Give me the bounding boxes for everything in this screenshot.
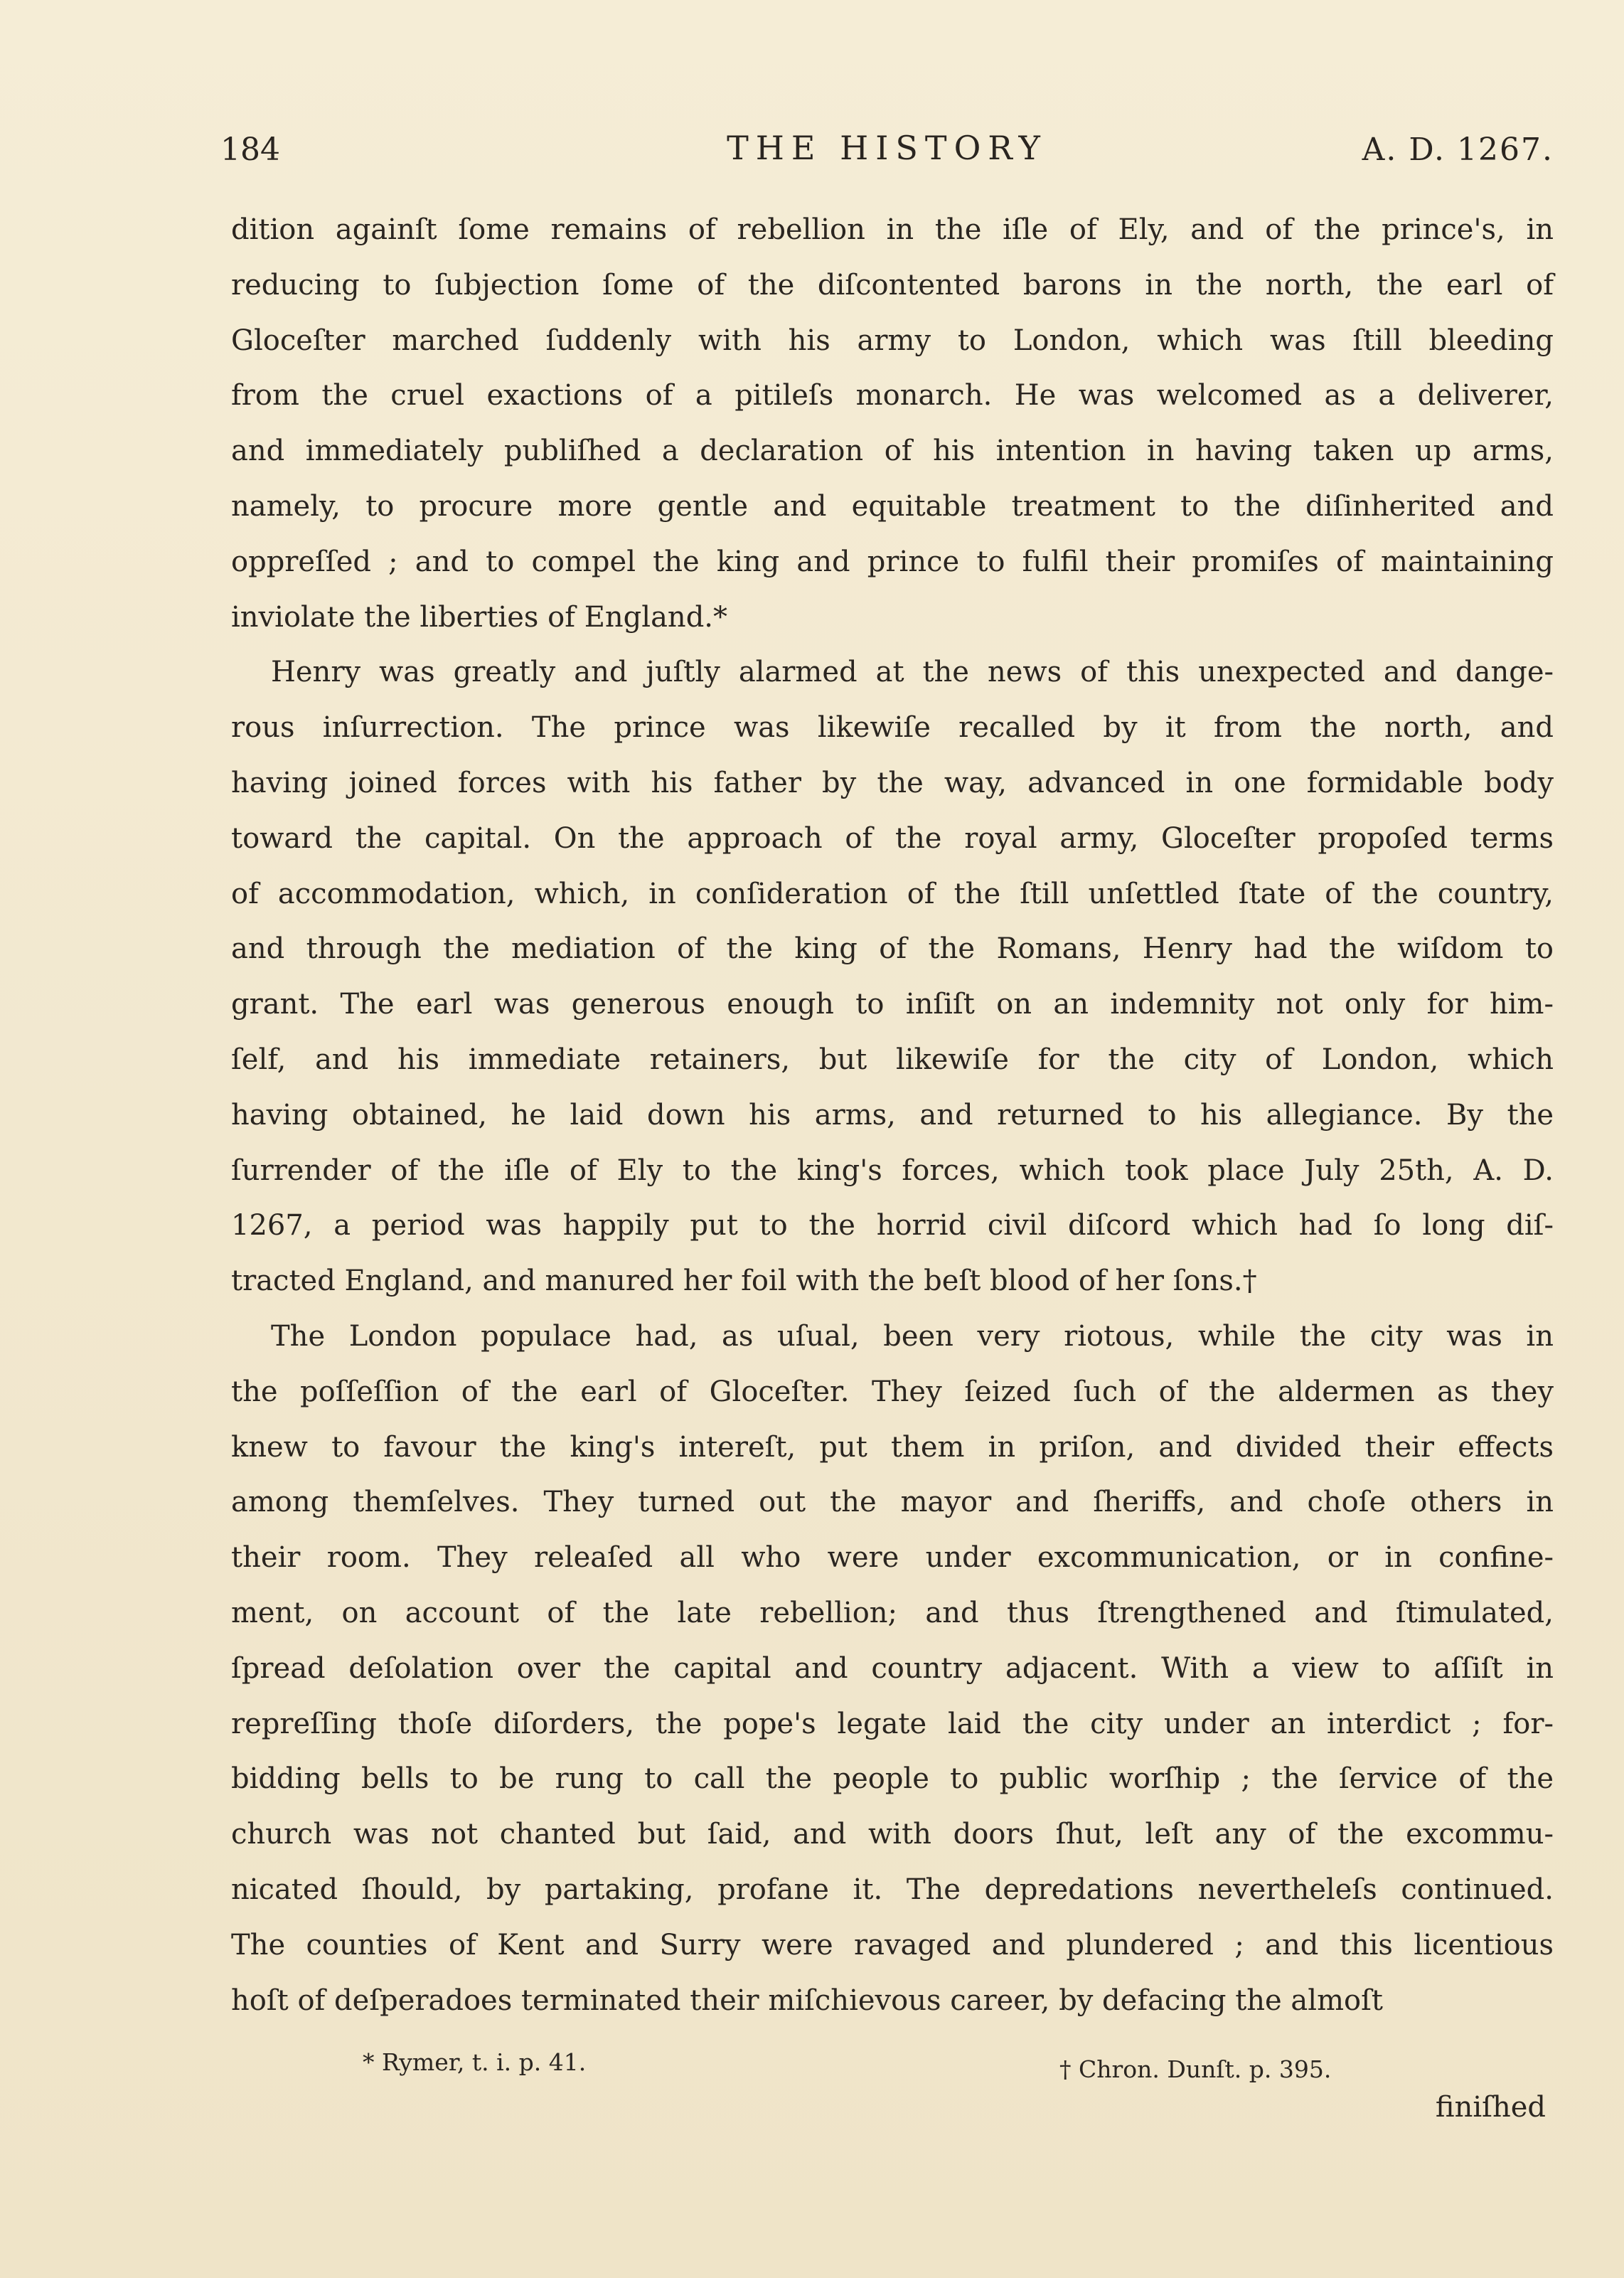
text-line: their room. They releaſed all who were under excommunication, or in confine- [231, 1541, 1554, 1575]
text-line: of accommodation, which, in conſideration of the ſtill unſettled ſtate of the country, [231, 877, 1554, 910]
text-line: inviolate the liberties of England.* [231, 600, 728, 634]
page-number: 184 [220, 132, 280, 168]
text-line: the poſſeſſion of the earl of Gloceſter. They ſeized ſuch of the aldermen as they [231, 1375, 1554, 1408]
text-line: tracted England, and manured her foil with the beſt blood of her ſons.† [231, 1265, 1257, 1298]
footnote-rymer: * Rymer, t. i. p. 41. [363, 2048, 587, 2076]
text-line: church was not chanted but ſaid, and with doors ſhut, leſt any of the excommu- [231, 1818, 1554, 1851]
body-text [231, 203, 1554, 2028]
year-label: A. D. 1267. [1362, 132, 1554, 168]
text-line: oppreſſed ; and to compel the king and prince to fulfil their promiſes of maintaining [231, 545, 1554, 578]
footnote-chron: † Chron. Dunſt. p. 395. [1059, 2055, 1332, 2083]
text-line: from the cruel exactions of a pitileſs monarch. He was welcomed as a deliverer, [231, 379, 1554, 413]
text-line: repreſſing thoſe diſorders, the pope's legate laid the city under an interdict ; for- [231, 1707, 1554, 1740]
text-line: nicated ſhould, by partaking, profane it. The depredations nevertheleſs continued. [231, 1873, 1554, 1906]
text-line: ſurrender of the iſle of Ely to the king's forces, which took place July 25th, A. D. [231, 1154, 1554, 1187]
text-line: Henry was greatly and juſtly alarmed at the news of this unexpected and dange- [271, 656, 1554, 689]
text-line: grant. The earl was generous enough to inſiſt on an indemnity not only for him- [231, 988, 1554, 1021]
page-header [220, 124, 1554, 174]
text-line: 1267, a period was happily put to the horrid civil diſcord which had ſo long diſ- [231, 1209, 1554, 1242]
text-line: Gloceſter marched ſuddenly with his army to London, which was ſtill bleeding [231, 324, 1554, 357]
text-line: The counties of Kent and Surry were ravaged and plundered ; and this licentious [231, 1928, 1554, 1962]
text-line: toward the capital. On the approach of the royal army, Gloceſter propoſed terms [231, 821, 1554, 855]
text-line: The London populace had, as uſual, been very riotous, while the city was in [271, 1319, 1554, 1353]
text-line: having joined forces with his father by the way, advanced in one formidable body [231, 766, 1554, 799]
text-line: namely, to procure more gentle and equitable treatment to the diſinherited and [231, 489, 1554, 523]
text-line: ſelf, and his immediate retainers, but likewiſe for the city of London, which [231, 1043, 1554, 1076]
text-line: knew to favour the king's intereſt, put them in priſon, and divided their effects [231, 1430, 1554, 1464]
text-line: hoſt of deſperadoes terminated their miſchievous career, by defacing the almoſt [231, 1984, 1383, 2017]
text-line: reducing to ſubjection ſome of the diſcontented barons in the north, the earl of [231, 268, 1554, 302]
catchword: finiſhed [1435, 2091, 1546, 2124]
text-line: rous inſurrection. The prince was likewiſe recalled by it from the north, and [231, 711, 1554, 745]
text-line: ſpread deſolation over the capital and country adjacent. With a view to aſſiſt in [231, 1651, 1554, 1685]
footnotes [363, 2048, 1554, 2091]
text-line: among themſelves. They turned out the mayor and ſheriffs, and choſe others in [231, 1486, 1554, 1519]
text-line: having obtained, he laid down his arms, and returned to his allegiance. By the [231, 1098, 1554, 1132]
text-line: bidding bells to be rung to call the people to public worſhip ; the ſervice of the [231, 1762, 1554, 1796]
text-line: ment, on account of the late rebellion; and thus ſtrengthened and ſtimulated, [231, 1596, 1554, 1629]
running-title: THE HISTORY [727, 129, 1047, 167]
text-line: and immediately publiſhed a declaration of his intention in having taken up arms, [231, 435, 1554, 468]
text-line: dition againſt ſome remains of rebellion in the iſle of Ely, and of the prince's, in [231, 213, 1554, 246]
text-line: and through the mediation of the king of the Romans, Henry had the wiſdom to [231, 932, 1554, 966]
